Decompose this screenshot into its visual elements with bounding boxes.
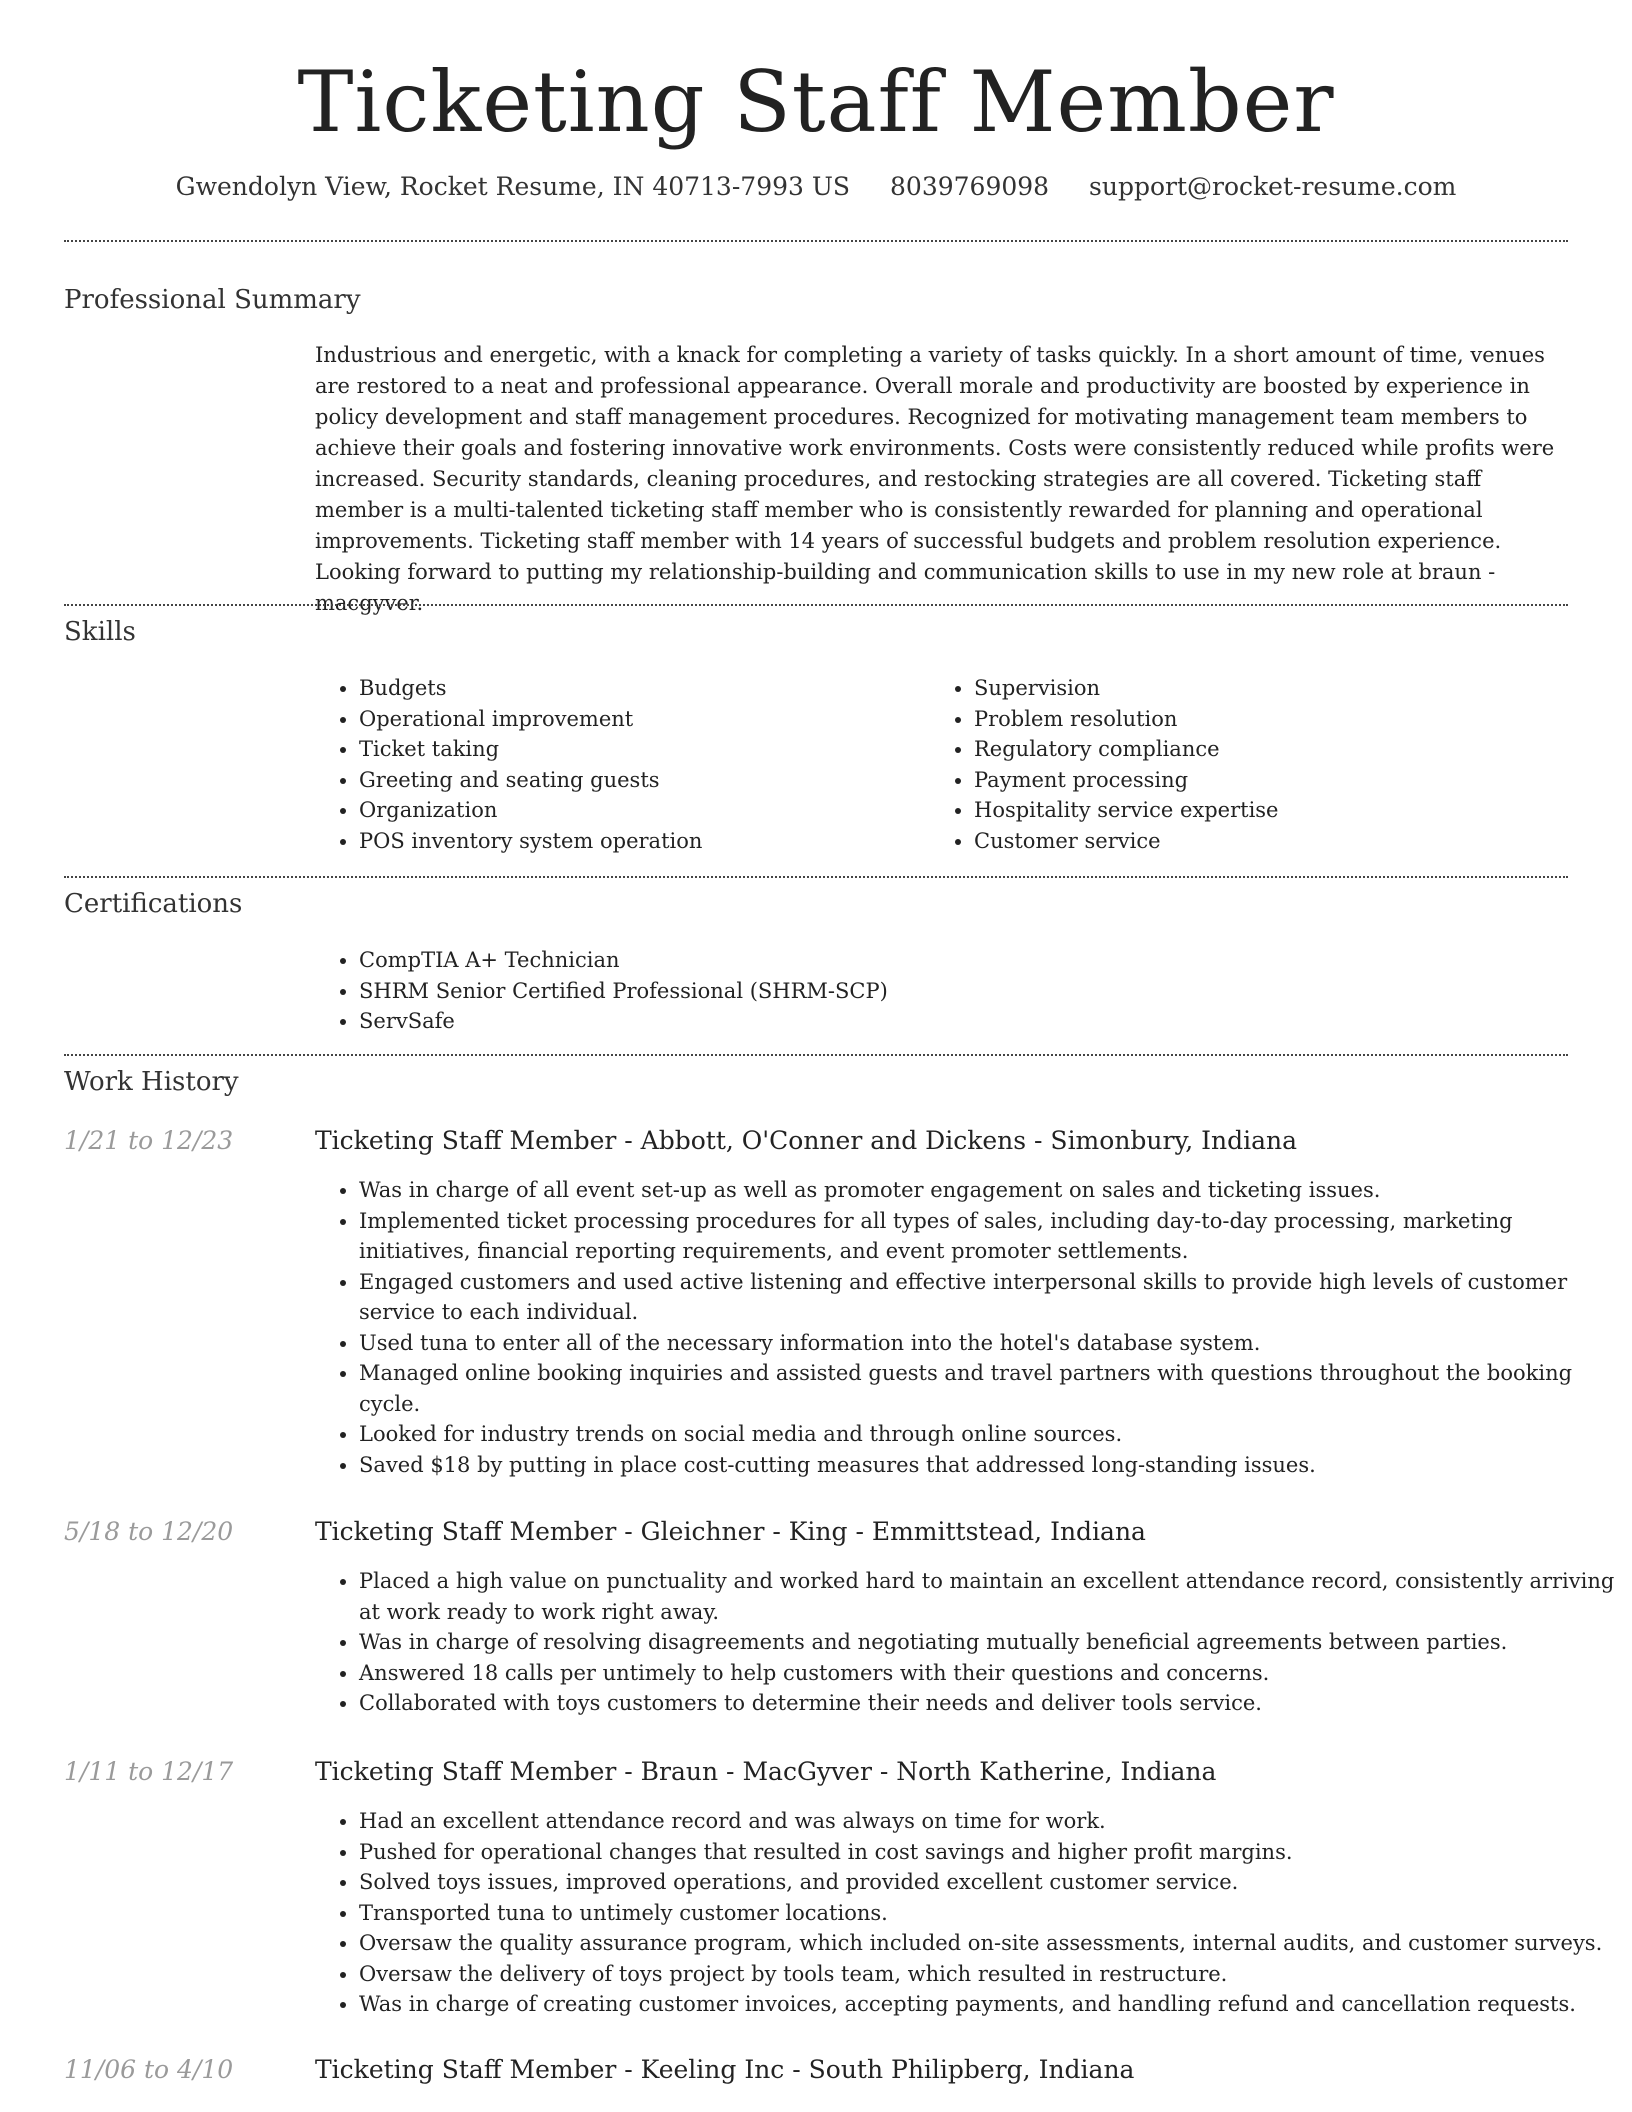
job-dates: 1/21 to 12/23 (64, 1126, 234, 1155)
certification-item: • CompTIA A+ Technician (359, 945, 1359, 976)
contact-email: support@rocket-resume.com (1089, 172, 1457, 201)
certifications-heading: Certifications (64, 889, 243, 919)
job-title: Ticketing Staff Member - Braun - MacGyver - North Katherine, Indiana (315, 1757, 1217, 1786)
section-divider (64, 240, 1568, 242)
job-duty: • Had an excellent attendance record and was always on time for work. (359, 1806, 1629, 1837)
skills-list-right (930, 673, 1574, 856)
job-duty: • Was in charge of all event set-up as well as promoter engagement on sales and ticketing issues. (359, 1175, 1629, 1206)
job-duty: • Engaged customers and used active listening and effective interpersonal skills to provide high levels of customer service to each individual. (359, 1267, 1629, 1328)
summary-text: Industrious and energetic, with a knack for completing a variety of tasks quickly. In a short amount of time, venues are restored to a neat and professional appearance. Overall morale and productivity are boosted by experience in policy development and staff management procedures. Recognized for motivating management team members to achieve their goals and fostering innovative work environments. Costs were consistently reduced while profits were increased. Security standards, cleaning procedures, and restocking strategies are all covered. Ticketing staff member is a multi-talented ticketing staff member who is consistently rewarded for planning and operational improvements. Ticketing staff member with 14 years of successful budgets and problem resolution experience. Looking forward to putting my relationship-building and communication skills to use in my new role at braun - macgyver. (315, 343, 1555, 615)
contact-line (0, 170, 1632, 204)
job-dates: 5/18 to 12/20 (64, 1517, 234, 1546)
skill-item: • Payment processing (974, 765, 1574, 796)
section-divider (64, 1054, 1568, 1056)
job-duty: • Used tuna to enter all of the necessary information into the hotel's database system. (359, 1328, 1629, 1359)
job-duty: • Transported tuna to untimely customer locations. (359, 1898, 1629, 1929)
summary-heading: Professional Summary (64, 285, 361, 315)
section-divider (64, 876, 1568, 878)
skills-list-left (315, 673, 919, 856)
job-title: Ticketing Staff Member - Abbott, O'Conner and Dickens - Simonbury, Indiana (315, 1126, 1298, 1155)
skill-item: • Hospitality service expertise (974, 795, 1574, 826)
job-duty: • Solved toys issues, improved operations, and provided excellent customer service. (359, 1867, 1629, 1898)
certification-item: • ServSafe (359, 1006, 1359, 1037)
job-duty: • Managed online booking inquiries and assisted guests and travel partners with questions throughout the booking cycle. (359, 1358, 1629, 1419)
job-duty: • Collaborated with toys customers to determine their needs and deliver tools service. (359, 1688, 1629, 1719)
skill-item: • Greeting and seating guests (359, 765, 919, 796)
job-duties-list (315, 1175, 1629, 1480)
job-dates: 1/11 to 12/17 (64, 1757, 234, 1786)
skill-item: • Regulatory compliance (974, 734, 1574, 765)
skill-item: • POS inventory system operation (359, 826, 919, 857)
skill-item: • Problem resolution (974, 704, 1574, 735)
certifications-list (315, 945, 1359, 1037)
job-title: Ticketing Staff Member - Keeling Inc - South Philipberg, Indiana (315, 2055, 1135, 2084)
job-dates: 11/06 to 4/10 (64, 2055, 234, 2084)
job-duty: • Answered 18 calls per untimely to help customers with their questions and concerns. (359, 1658, 1629, 1689)
contact-phone: 8039769098 (890, 172, 1050, 201)
job-duty: • Implemented ticket processing procedures for all types of sales, including day-to-day processing, marketing initiatives, financial reporting requirements, and event promoter settlements. (359, 1206, 1629, 1267)
skill-item: • Organization (359, 795, 919, 826)
job-duty: • Placed a high value on punctuality and worked hard to maintain an excellent attendance record, consistently arriving at work ready to work right away. (359, 1566, 1629, 1627)
job-title: Ticketing Staff Member - Gleichner - King - Emmittstead, Indiana (315, 1517, 1146, 1546)
skill-item: • Operational improvement (359, 704, 919, 735)
skill-item: • Ticket taking (359, 734, 919, 765)
job-duty: • Pushed for operational changes that resulted in cost savings and higher profit margins. (359, 1837, 1629, 1868)
job-duty: • Oversaw the quality assurance program, which included on-site assessments, internal audits, and customer surveys. (359, 1928, 1629, 1959)
job-duty: • Was in charge of resolving disagreements and negotiating mutually beneficial agreements between parties. (359, 1627, 1629, 1658)
skill-item: • Supervision (974, 673, 1574, 704)
certification-item: • SHRM Senior Certified Professional (SHRM-SCP) (359, 976, 1359, 1007)
work-history-heading: Work History (64, 1067, 239, 1097)
job-duties-list (315, 1806, 1629, 2020)
skills-heading: Skills (64, 617, 136, 647)
job-duties-list (315, 1566, 1629, 1719)
skill-item: • Budgets (359, 673, 919, 704)
job-duty: • Looked for industry trends on social media and through online sources. (359, 1419, 1629, 1450)
job-duty: • Oversaw the delivery of toys project by tools team, which resulted in restructure. (359, 1959, 1629, 1990)
skill-item: • Customer service (974, 826, 1574, 857)
job-duty: • Saved $18 by putting in place cost-cutting measures that addressed long-standing issues. (359, 1450, 1629, 1481)
job-duty: • Was in charge of creating customer invoices, accepting payments, and handling refund and cancellation requests. (359, 1989, 1629, 2020)
resume-title: Ticketing Staff Member (297, 53, 1335, 151)
section-divider (64, 604, 1568, 606)
contact-address: Gwendolyn View, Rocket Resume, IN 40713-7993 US (175, 172, 851, 201)
